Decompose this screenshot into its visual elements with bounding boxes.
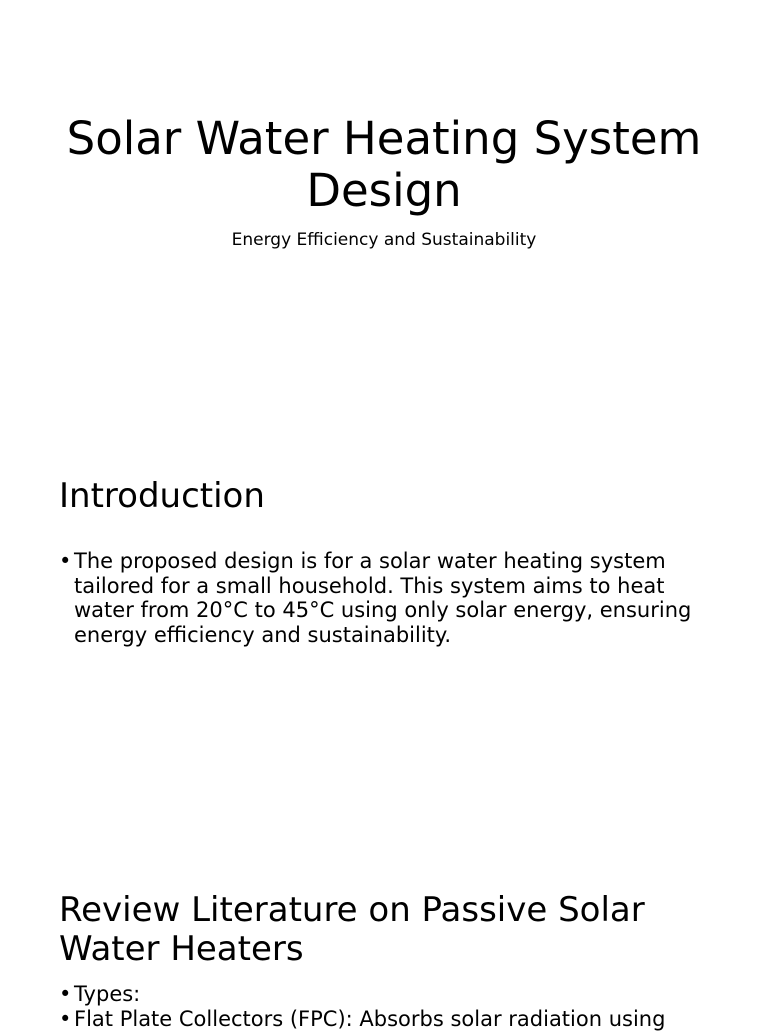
bullet-item [59,982,719,1007]
bullet-text: Types: [74,982,140,1006]
bullet-icon: • [59,1007,71,1031]
bullet-icon: • [59,549,71,574]
bullet-item [59,549,719,647]
bullet-text: The proposed design is for a solar water heating system tailored for a small household. This system aims to heat water from 20°C to 45°C using only solar energy, ensuring energy efficiency and sustainability. [74,549,691,647]
title-slide [0,0,768,384]
bullet-icon: • [59,982,71,1007]
bullet-item [59,1007,719,1031]
bullet-text: Flat Plate Collectors (FPC): Absorbs solar radiation using [74,1007,665,1031]
presentation-subtitle: Energy Efficiency and Sustainability [0,229,768,251]
slide-heading: Introduction [59,477,739,516]
introduction-slide [0,430,768,814]
bullet-list [59,549,719,647]
presentation-title: Solar Water Heating System Design [0,113,768,217]
review-literature-slide [0,860,768,1024]
slide-heading: Review Literature on Passive Solar Water Heaters [59,891,739,969]
